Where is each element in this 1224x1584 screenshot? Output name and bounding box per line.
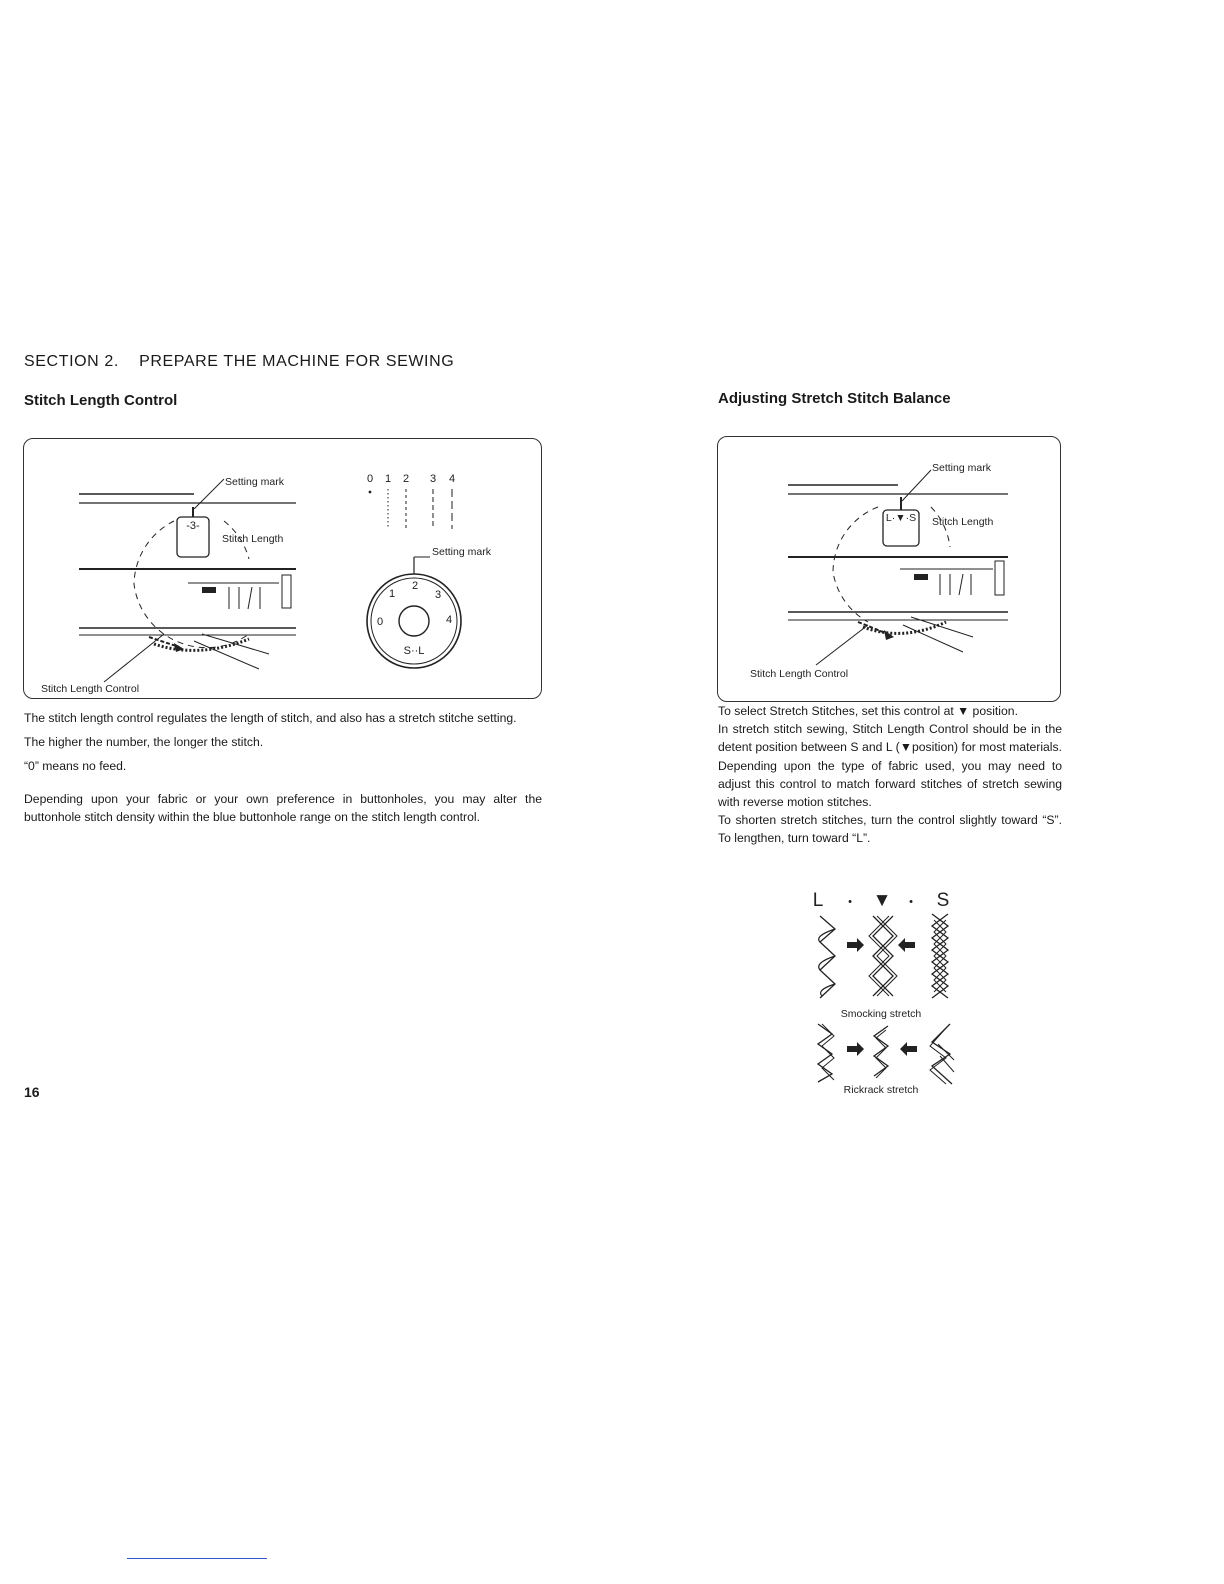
stretch-balance-figure: [717, 436, 1061, 702]
knob-value: L·▼·S: [885, 512, 917, 524]
scale-number-0: 0: [366, 473, 374, 485]
right-paragraph: To select Stretch Stitches, set this control at ▼ position.: [718, 704, 1018, 718]
right-paragraph: To shorten stretch stitches, turn the control slightly toward “S”. To lengthen, turn toward “L”.: [718, 813, 1062, 846]
stitch-length-figure: [23, 438, 542, 699]
scale-label-l: L: [812, 890, 824, 911]
dial-bottom-label: S··L: [403, 645, 425, 657]
setting-mark-label: Setting mark: [225, 476, 284, 488]
stitch-length-heading: Stitch Length Control: [24, 392, 178, 409]
section-title: SECTION 2. PREPARE THE MACHINE FOR SEWING: [24, 353, 455, 370]
stretch-stitch-diagram: [800, 884, 970, 1100]
left-body: [24, 709, 542, 826]
setting-mark-label: Setting mark: [932, 462, 991, 474]
dial-number-2: 2: [411, 580, 419, 592]
scale-number-3: 3: [429, 473, 437, 485]
stitch-length-label: Stitch Length: [222, 533, 284, 545]
dial-setting-mark-label: Setting mark: [432, 546, 491, 558]
right-paragraph: In stretch stitch sewing, Stitch Length Control should be in the detent position between S and L (▼position) for most materials. Depending upon the type of fabric used, you may need to adjust this control to match forward stitches of stretch sewing with reverse motion stitches.: [718, 722, 1062, 810]
scale-label-dot: •: [909, 896, 913, 908]
scale-number-4: 4: [448, 473, 456, 485]
dial-number-1: 1: [388, 588, 396, 600]
stretch-balance-illustration: [718, 437, 1060, 701]
left-paragraph: The stitch length control regulates the length of stitch, and also has a stretch stitche setting.: [24, 711, 517, 725]
scale-number-1: 1: [384, 473, 392, 485]
left-paragraph: The higher the number, the longer the stitch.: [24, 735, 264, 750]
blue-rule: [127, 1558, 267, 1559]
dial-number-4: 4: [445, 614, 453, 626]
smocking-stretch-label: Smocking stretch: [840, 1008, 922, 1020]
right-body: [718, 702, 1062, 848]
stretch-balance-heading: Adjusting Stretch Stitch Balance: [718, 390, 951, 407]
scale-label-dot: •: [848, 896, 852, 908]
scale-label-triangle: ▼: [872, 890, 892, 911]
stitch-length-label: Stitch Length: [932, 516, 994, 528]
page-number: 16: [24, 1084, 40, 1100]
scale-number-2: 2: [402, 473, 410, 485]
dial-number-3: 3: [434, 589, 442, 601]
left-paragraph: “0” means no feed.: [24, 759, 127, 774]
left-paragraph: Depending upon your fabric or your own preference in buttonholes, you may alter the buttonhole stitch density within the blue buttonhole range on the stitch length control.: [24, 791, 542, 824]
scale-label-s: S: [936, 890, 950, 911]
stitch-length-control-label: Stitch Length Control: [41, 683, 140, 695]
dial-number-0: 0: [376, 616, 384, 628]
rickrack-stretch-label: Rickrack stretch: [843, 1084, 919, 1096]
knob-value: -3-: [186, 520, 200, 532]
stitch-length-control-label: Stitch Length Control: [750, 668, 849, 680]
stitch-length-illustration: [24, 439, 541, 698]
